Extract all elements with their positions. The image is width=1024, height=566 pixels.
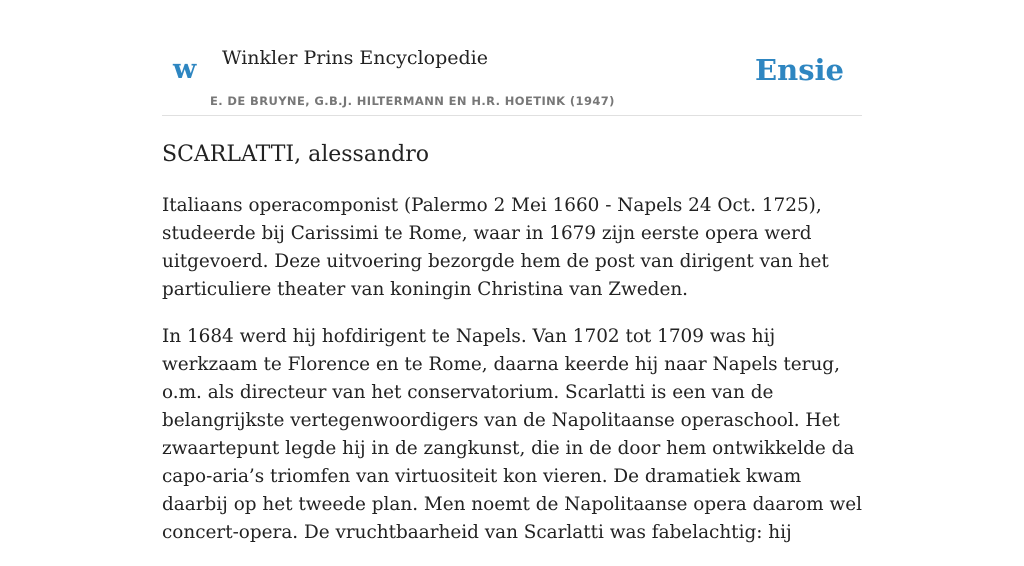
article-body (162, 192, 862, 566)
page-container (162, 0, 862, 543)
article-paragraph: Italiaans operacomponist (Palermo 2 Mei 1660 - Napels 24 Oct. 1725), studeerde bij Carissimi te Rome, waar in 1679 zijn eerste opera werd uitgevoerd. Deze uitvoering bezorgde hem de post van dirigent van het particuliere theater van koningin Christina van Zweden. (162, 195, 829, 300)
winkler-prins-logo[interactable]: w (173, 54, 197, 85)
entry-title: SCARLATTI, alessandro (162, 142, 429, 167)
publication-title[interactable]: Winkler Prins Encyclopedie (222, 47, 488, 69)
header (162, 0, 862, 116)
article-paragraph: In 1684 werd hij hofdirigent te Napels. Van 1702 tot 1709 was hij werkzaam te Florence en te Rome, daarna keerde hij naar Napels terug, o.m. als directeur van het conservatorium. Scarlatti is een van de belangrijkste vertegenwoordigers van de Napolitaanse operaschool. Het zwaartepunt legde hij in de zangkunst, die in de door hem ontwikkelde da capo-aria’s triomfen van virtuositeit kon vieren. De dramatiek kwam daarbij op het tweede plan. Men noemt de Napolitaanse opera daarom wel concert-opera. De vruchtbaarheid van Scarlatti was fabelachtig: hij (162, 326, 862, 543)
ensie-logo-link[interactable]: Ensie (755, 53, 844, 87)
publication-authors: E. DE BRUYNE, G.B.J. HILTERMANN EN H.R. HOETINK (1947) (210, 94, 615, 108)
